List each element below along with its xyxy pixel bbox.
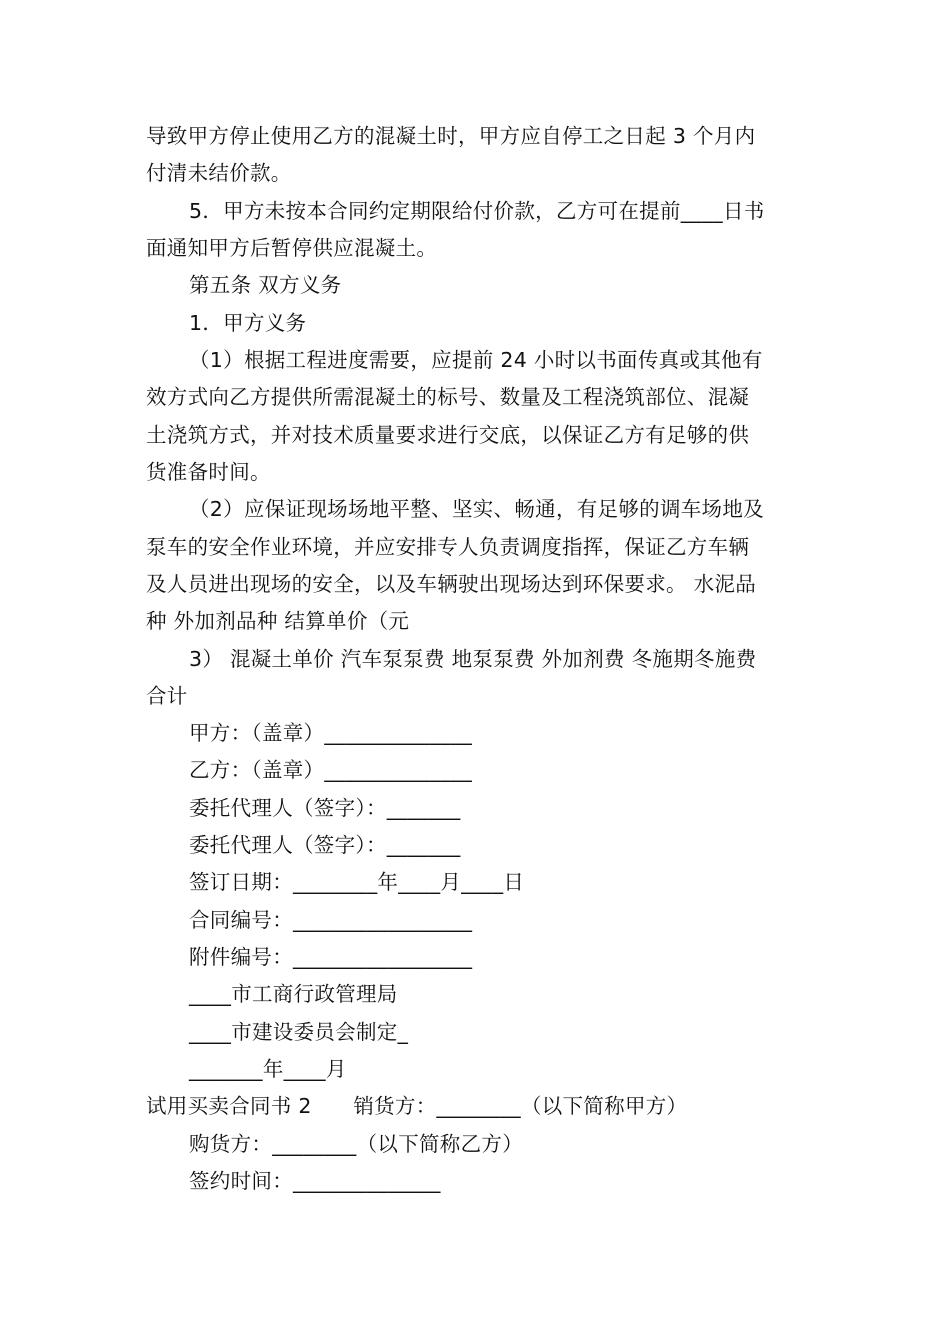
party-a-seal-field: 甲方：（盖章）______________ bbox=[189, 721, 473, 745]
agent-signature-field: 委托代理人（签字）：_______ bbox=[189, 796, 461, 820]
paragraph-line: 土浇筑方式，并对技术质量要求进行交底，以保证乙方有足够的供 bbox=[146, 423, 750, 447]
signing-time-field: 签约时间：______________ bbox=[189, 1169, 441, 1193]
issuer-line: ____市建设委员会制定_ bbox=[189, 1020, 409, 1044]
contract-number-field: 合同编号：_________________ bbox=[189, 908, 473, 932]
contract-title-seller-line: 试用买卖合同书 2 销货方：________（以下简称甲方） bbox=[146, 1094, 688, 1118]
paragraph-line: 种 外加剂品种 结算单价（元 bbox=[146, 609, 410, 633]
buyer-field: 购货方：________（以下简称乙方） bbox=[189, 1132, 523, 1156]
clause-5-line: 5．甲方未按本合同约定期限给付价款，乙方可在提前____日书 bbox=[189, 199, 765, 223]
agent-signature-field: 委托代理人（签字）：_______ bbox=[189, 833, 461, 857]
paragraph-line: 导致甲方停止使用乙方的混凝土时，甲方应自停工之日起 3 个月内 bbox=[146, 124, 756, 148]
item-2-line: （2）应保证现场场地平整、坚实、畅通，有足够的调车场地及 bbox=[189, 497, 764, 521]
item-3-line: 3） 混凝土单价 汽车泵泵费 地泵泵费 外加剂费 冬施期冬施费 bbox=[189, 647, 757, 671]
paragraph-line: 面通知甲方后暂停供应混凝土。 bbox=[146, 236, 438, 260]
article-heading: 第五条 双方义务 bbox=[189, 273, 342, 297]
party-b-seal-field: 乙方：（盖章）______________ bbox=[189, 758, 473, 782]
paragraph-line: 合计 bbox=[146, 684, 188, 708]
paragraph-line: 货准备时间。 bbox=[146, 460, 271, 484]
issuer-line: ____市工商行政管理局 bbox=[189, 982, 398, 1006]
date-line: _______年____月 bbox=[189, 1057, 347, 1081]
signing-date-field: 签订日期：________年____月____日 bbox=[189, 870, 525, 894]
paragraph-line: 及人员进出现场的安全，以及车辆驶出现场达到环保要求。 水泥品 bbox=[146, 572, 757, 596]
attachment-number-field: 附件编号：_________________ bbox=[189, 945, 473, 969]
paragraph-line: 效方式向乙方提供所需混凝土的标号、数量及工程浇筑部位、混凝 bbox=[146, 385, 750, 409]
item-1-line: （1）根据工程进度需要，应提前 24 小时以书面传真或其他有 bbox=[189, 348, 763, 372]
section-heading: 1．甲方义务 bbox=[189, 311, 307, 335]
paragraph-line: 付清未结价款。 bbox=[146, 161, 292, 185]
paragraph-line: 泵车的安全作业环境，并应安排专人负责调度指挥，保证乙方车辆 bbox=[146, 535, 750, 559]
